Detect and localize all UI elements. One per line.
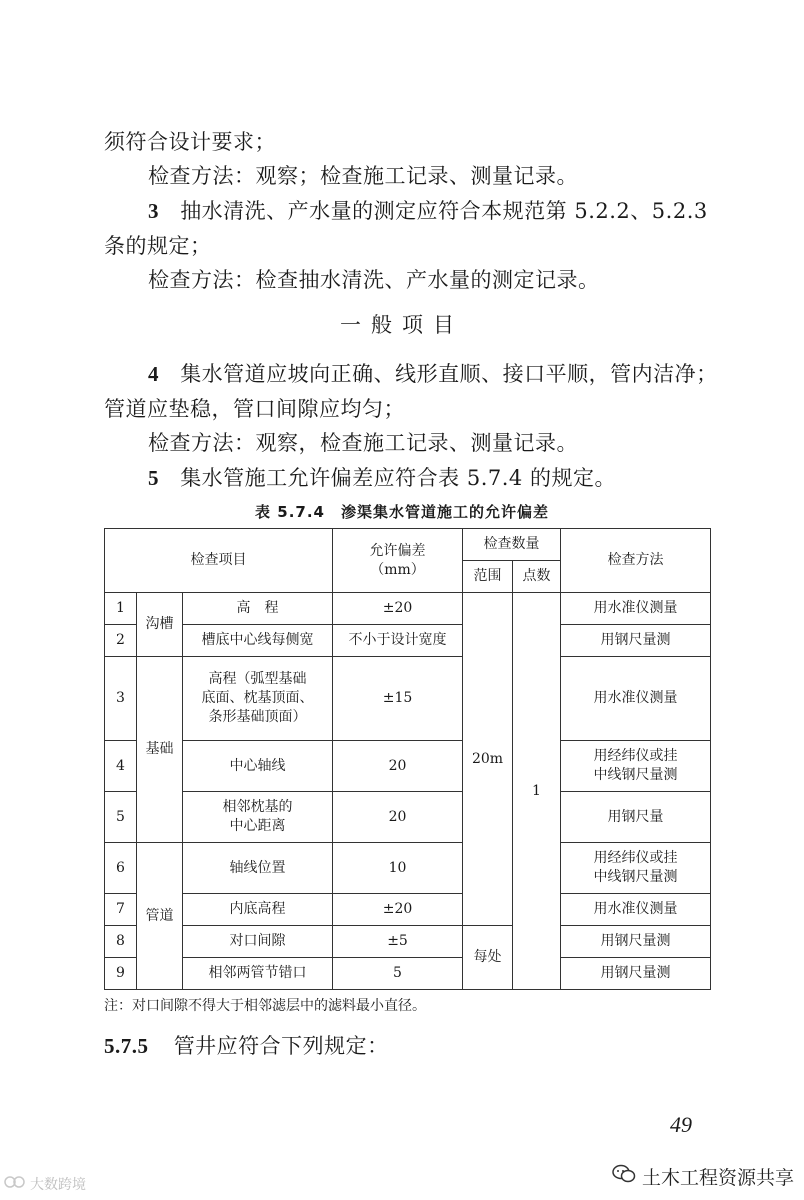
inspection-method-2: 检查方法：观察；检查施工记录、测量记录。 <box>148 164 578 188</box>
table-row <box>105 625 711 657</box>
watermark-right <box>612 1163 794 1190</box>
row-item-line: 底面、枕基顶面、 <box>201 690 314 706</box>
header-deviation <box>333 529 463 593</box>
row-item: 高 程 <box>183 593 333 625</box>
row-method: 用钢尺量测 <box>561 958 711 990</box>
row-method <box>561 843 711 894</box>
row-method: 用水准仪测量 <box>561 657 711 741</box>
item-4-number: 4 <box>148 362 159 386</box>
item-5 <box>148 463 616 493</box>
watermark-left <box>4 1174 86 1194</box>
row-item <box>183 792 333 843</box>
row-method-line: 中线钢尺量测 <box>593 869 678 885</box>
table-row <box>105 593 711 625</box>
wechat-icon <box>612 1164 636 1189</box>
row-number: 9 <box>105 958 137 990</box>
row-method-line: 用经纬仪或挂 <box>593 850 678 866</box>
item-5-number: 5 <box>148 466 159 490</box>
watermark-logo-icon <box>4 1174 26 1194</box>
row-method: 用钢尺量测 <box>561 926 711 958</box>
row-deviation: 10 <box>333 843 463 894</box>
table-row <box>105 741 711 792</box>
header-deviation-label: 允许偏差 <box>369 542 426 559</box>
table-row <box>105 792 711 843</box>
row-item-line: 条形基础顶面） <box>208 709 307 725</box>
row-deviation: 5 <box>333 958 463 990</box>
row-method: 用水准仪测量 <box>561 593 711 625</box>
table-row <box>105 894 711 926</box>
table-row <box>105 657 711 741</box>
item-4-continuation: 管道应垫稳，管口间隙应均匀； <box>104 397 405 421</box>
row-method-line: 中线钢尺量测 <box>593 767 678 783</box>
row-method: 用水准仪测量 <box>561 894 711 926</box>
row-deviation: ±20 <box>333 894 463 926</box>
group-trench: 沟槽 <box>137 593 183 657</box>
row-method-line: 用经纬仪或挂 <box>593 748 678 764</box>
general-items-heading: 一般项目 <box>340 313 464 337</box>
item-4 <box>148 359 718 389</box>
row-number: 3 <box>105 657 137 741</box>
row-deviation: 20 <box>333 741 463 792</box>
row-item: 内底高程 <box>183 894 333 926</box>
table-row <box>105 958 711 990</box>
row-method <box>561 741 711 792</box>
row-number: 4 <box>105 741 137 792</box>
header-range: 范围 <box>463 561 513 593</box>
row-item-line: 相邻枕基的 <box>222 799 293 815</box>
row-deviation: ±15 <box>333 657 463 741</box>
row-item-line: 中心距离 <box>229 818 286 834</box>
item-3-method: 检查方法：检查抽水清洗、产水量的测定记录。 <box>148 268 600 292</box>
item-3-text: 抽水清洗、产水量的测定应符合本规范第 5.2.2、5.2.3 <box>180 199 708 223</box>
section-number: 5.7.5 <box>104 1034 149 1058</box>
header-deviation-unit: （mm） <box>370 561 425 578</box>
row-number: 2 <box>105 625 137 657</box>
item-5-text: 集水管施工允许偏差应符合表 5.7.4 的规定。 <box>180 466 616 490</box>
table-row <box>105 843 711 894</box>
header-quantity: 检查数量 <box>463 529 561 561</box>
row-deviation: 20 <box>333 792 463 843</box>
row-item: 槽底中心线每侧宽 <box>183 625 333 657</box>
row-number: 8 <box>105 926 137 958</box>
body-line-1: 须符合设计要求； <box>104 130 276 154</box>
item-3-number: 3 <box>148 199 159 223</box>
table-title: 表 5.7.4 渗渠集水管道施工的允许偏差 <box>255 503 549 521</box>
row-deviation: 不小于设计宽度 <box>333 625 463 657</box>
header-method: 检查方法 <box>561 529 711 593</box>
row-item-line: 高程（弧型基础 <box>208 671 307 687</box>
row-deviation: ±20 <box>333 593 463 625</box>
row-method: 用钢尺量测 <box>561 625 711 657</box>
row-item <box>183 657 333 741</box>
row-number: 6 <box>105 843 137 894</box>
range-20m: 20m <box>463 593 513 926</box>
row-item: 相邻两管节错口 <box>183 958 333 990</box>
table-note: 注：对口间隙不得大于相邻滤层中的滤料最小直径。 <box>104 998 426 1014</box>
table-row <box>105 926 711 958</box>
row-number: 5 <box>105 792 137 843</box>
deviation-table <box>104 528 711 990</box>
row-item: 轴线位置 <box>183 843 333 894</box>
row-item: 中心轴线 <box>183 741 333 792</box>
header-points: 点数 <box>513 561 561 593</box>
page-number: 49 <box>670 1112 692 1137</box>
section-5-7-5 <box>104 1030 389 1060</box>
item-4-text: 集水管道应坡向正确、线形直顺、接口平顺，管内洁净； <box>180 362 718 386</box>
points-1: 1 <box>513 593 561 990</box>
row-item: 对口间隙 <box>183 926 333 958</box>
group-pipe: 管道 <box>137 843 183 990</box>
row-method: 用钢尺量 <box>561 792 711 843</box>
section-text: 管井应符合下列规定： <box>173 1034 389 1058</box>
watermark-right-text: 土木工程资源共享 <box>641 1167 794 1189</box>
row-deviation: ±5 <box>333 926 463 958</box>
item-3 <box>148 196 708 226</box>
row-number: 7 <box>105 894 137 926</box>
item-3-continuation: 条的规定； <box>104 234 212 258</box>
watermark-left-text: 大数跨境 <box>30 1177 86 1193</box>
header-inspection-item: 检查项目 <box>105 529 333 593</box>
row-number: 1 <box>105 593 137 625</box>
group-foundation: 基础 <box>137 657 183 843</box>
range-each: 每处 <box>463 926 513 990</box>
item-4-method: 检查方法：观察，检查施工记录、测量记录。 <box>148 431 578 455</box>
